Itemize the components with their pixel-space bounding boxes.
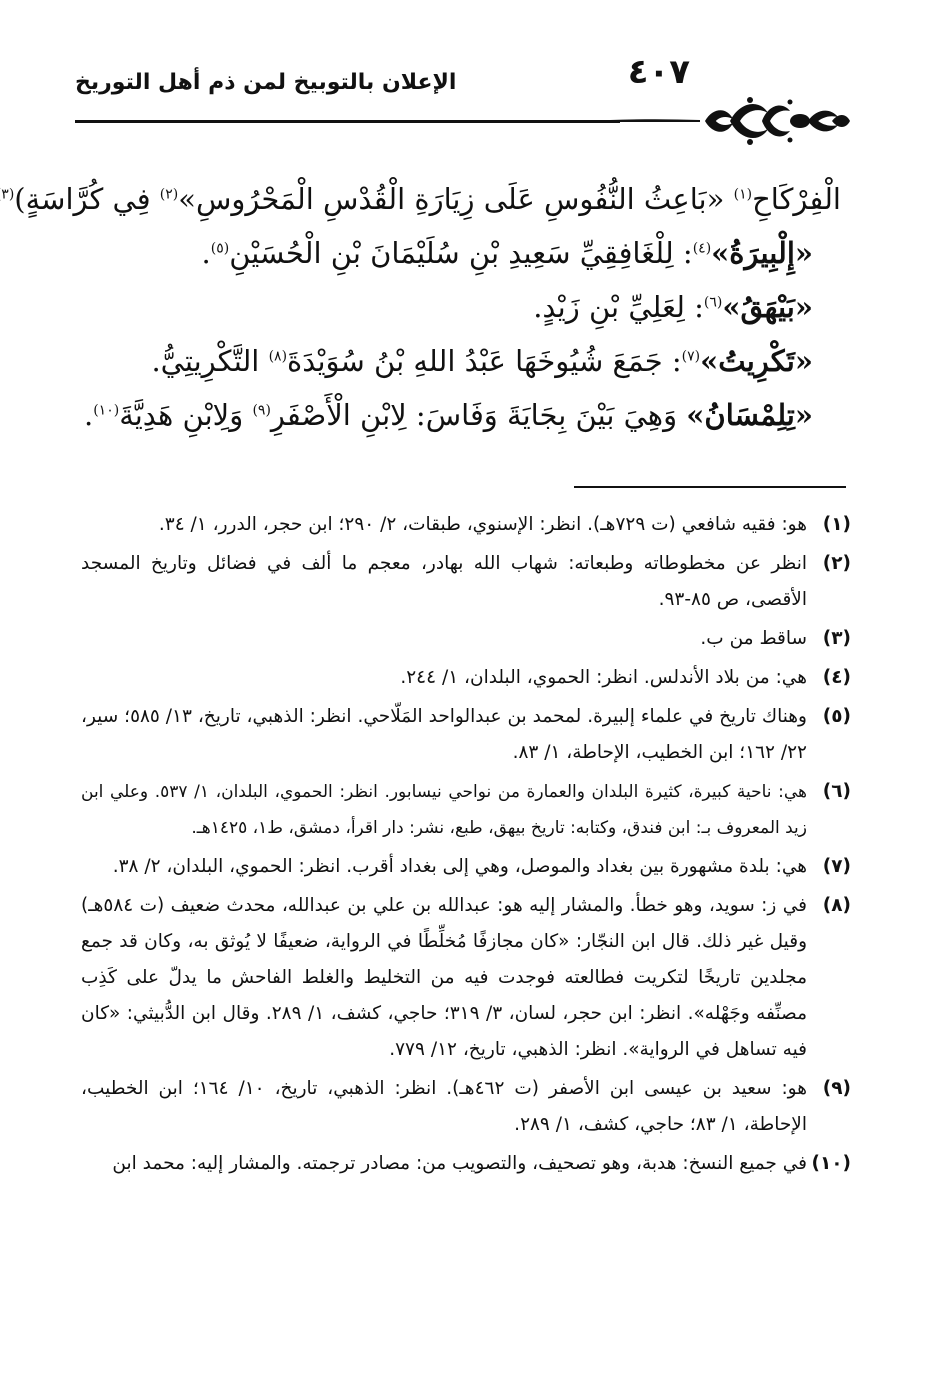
footnote-1	[81, 507, 851, 543]
footnote-6	[81, 774, 851, 846]
footnote-4	[81, 660, 851, 696]
footnote-number: (١)	[822, 514, 851, 535]
footnote-divider	[574, 486, 846, 488]
main-line-3: «بَيْهَقُ»$^{(٦)}$: لِعَلِيِّ بْنِ زَيْدٍ.	[533, 290, 813, 324]
entry-term: «بَيْهَقُ»	[722, 290, 813, 324]
main-line-4: «تَكْرِيتُ»$^{(٧)}$: جَمَعَ شُيُوخَهَا عَبْدُ اللهِ بْنُ سُوَيْدَةَ$^{(٨)}$ التَّكْرِيتِيُّ.	[151, 344, 813, 378]
footnote-number: (٤)	[822, 667, 851, 688]
footnote-text: ساقط من ب.	[700, 628, 807, 649]
entry-term: «إِلْبِيرَةُ»	[711, 236, 813, 270]
footnote-7	[81, 849, 851, 885]
footnote-2	[81, 546, 851, 618]
footnote-number: (٣)	[822, 628, 851, 649]
entry-term: «تَكْرِيتُ»	[700, 344, 813, 378]
footnotes	[81, 507, 851, 1185]
footnote-10	[81, 1146, 851, 1182]
footnote-5	[81, 699, 851, 771]
footnote-text: هي: بلدة مشهورة بين بغداد والموصل، وهي إلى بغداد أقرب. انظر: الحموي، البلدان، ٢/ ٣٨.	[112, 856, 807, 877]
footnote-text: في جميع النسخ: هدبة، وهو تصحيف، والتصويب من: مصادر ترجمته. والمشار إليه: محمد ابن	[112, 1153, 807, 1174]
footnote-3	[81, 621, 851, 657]
footnote-8	[81, 888, 851, 1068]
footnote-text: هي: ناحية كبيرة، كثيرة البلدان والعمارة من نواحي نيسابور. انظر: الحموي، البلدان، ١/ ٥٣٧. وعلي ابن زيد المعروف بـ: ابن فندق، وكتابه: تاريخ بيهق، طبع، نشر: دار اقرأ، دمشق، ط١، ١٤٢٥هـ.	[81, 782, 807, 838]
main-line-5: «تِلِمْسَانُ» وَهِيَ بَيْنَ بِجَايَةَ وَفَاسَ: لِابْنِ الْأَصْفَرِ$^{(٩)}$ وَلِابْنِ هَدِيَّةَ$^{(١٠)}$.	[83, 398, 813, 432]
running-title: الإعلان بالتوبيخ لمن ذم أهل التوريخ	[75, 70, 457, 95]
footnote-text: هي: من بلاد الأندلس. انظر: الحموي، البلدان، ١/ ٢٤٤.	[400, 667, 807, 688]
footnote-text: وهناك تاريخ في علماء إلبيرة. لمحمد بن عبدالواحد المَلّاحي. انظر: الذهبي، تاريخ، ١٣/ ٥٨٥؛ سير، ٢٢/ ١٦٢؛ ابن الخطيب، الإحاطة، ١/ ٨٣.	[81, 706, 807, 763]
header-rule	[75, 120, 620, 123]
footnote-number: (٦)	[822, 781, 851, 802]
entry-term: «تِلِمْسَانُ»	[686, 398, 813, 432]
floral-ornament-icon	[610, 92, 850, 146]
page-header	[75, 40, 850, 135]
footnote-text: انظر عن مخطوطاته وطبعاته: شهاب الله بهادر، معجم ما ألف في فضائل وتاريخ المسجد الأقصى، ص ٨٥-٩٣.	[81, 553, 807, 610]
footnote-text: هو: سعيد بن عيسى ابن الأصفر (ت ٤٦٢هـ). انظر: الذهبي، تاريخ، ١٠/ ١٦٤؛ ابن الخطيب، الإحاطة، ١/ ٨٣؛ حاجي، كشف، ١/ ٢٨٩.	[81, 1078, 807, 1135]
main-line-1: الْفِرْكَاحِ$^{(١)}$ «بَاعِثُ النُّفُوسِ عَلَى زِيَارَةِ الْقُدْسِ الْمَحْرُوسِ»$^{(٢)}$ فِي كُرَّاسَةٍ)$^{(٣}$	[1, 182, 841, 216]
footnote-number: (٢)	[822, 553, 851, 574]
footnote-text: في ز: سويد، وهو خطأ. والمشار إليه هو: عبدالله بن علي بن عبدالله، محدث ضعيف (ت ٥٨٤هـ) وقيل غير ذلك. قال ابن النجّار: «كان مجازفًا مُخلِّطًا في الرواية، ضعيفًا لا يُوثق به، وكان قد جمع مجلدين تاريخًا لتكريت فطالعته فوجدت فيه من التخليط والغلط الفاحش ما يدلّ على كَذِب مصنِّفه وجَهْله». انظر: ابن حجر، لسان، ٣/ ٣١٩؛ حاجي، كشف، ١/ ٢٨٩. وقال ابن الدُّبيثي: «كان فيه تساهل في الرواية». انظر: الذهبي، تاريخ، ١٢/ ٧٧٩.	[81, 895, 807, 1060]
page-number: ٤٠٧	[627, 52, 690, 92]
footnote-number: (٨)	[822, 895, 851, 916]
footnote-number: (٩)	[822, 1078, 851, 1099]
footnote-text: هو: فقيه شافعي (ت ٧٢٩هـ). انظر: الإسنوي، طبقات، ٢/ ٢٩٠؛ ابن حجر، الدرر، ١/ ٣٤.	[158, 514, 807, 535]
footnote-number: (١٠)	[811, 1153, 851, 1174]
main-line-2: «إِلْبِيرَةُ»$^{(٤)}$: لِلْغَافِقِيِّ سَعِيدِ بْنِ سُلَيْمَانَ بْنِ الْحُسَيْنِ$^{(٥)}$.	[201, 236, 813, 270]
footnote-number: (٥)	[822, 706, 851, 727]
main-text	[1, 172, 841, 442]
footnote-9	[81, 1071, 851, 1143]
footnote-number: (٧)	[822, 856, 851, 877]
